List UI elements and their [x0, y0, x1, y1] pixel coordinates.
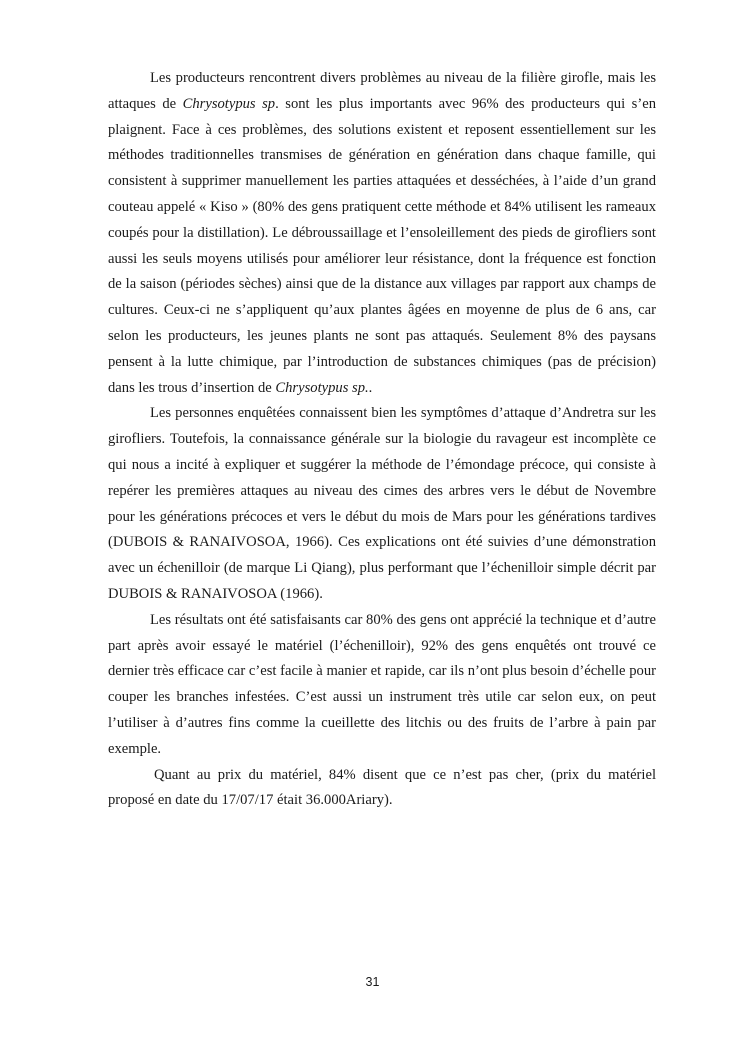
paragraph-1-run-5: . — [368, 379, 373, 396]
paragraph-4 — [108, 763, 656, 815]
paragraph-3 — [108, 608, 656, 763]
paragraph-1-run-4-species-name: Chrysotypus sp. — [275, 379, 369, 396]
paragraph-2 — [108, 401, 656, 607]
paragraph-1-run-1: Les producteurs rencontrent divers problèmes au niveau de la filière girofle, mais les attaques de — [108, 70, 656, 112]
paragraph-1-run-2-species-name: Chrysotypus sp — [182, 95, 276, 112]
body-text — [108, 66, 656, 814]
paragraph-1 — [108, 66, 656, 401]
paragraph-2-run-1: Les personnes enquêtées connaissent bien les symptômes d’attaque d’Andretra sur les girofliers. Toutefois, la connaissance générale sur la biologie du ravageur est incomplète ce qui nous a incité à expliquer et suggérer la méthode de l’émondage précoce, qui consiste à repérer les premières attaques au niveau des cimes des arbres vers le début de Novembre pour les générations précoces et vers le début du mois de Mars pour les générations tardives (DUBOIS & RANAIVOSOA, 1966). Ces explications ont été suivies d’une démonstration avec un échenilloir (de marque Li Qiang), plus performant que l’échenilloir simple décrit par DUBOIS & RANAIVOSOA (1966). — [108, 405, 656, 602]
page-number: 31 — [365, 975, 380, 989]
paragraph-3-run-1: Les résultats ont été satisfaisants car 80% des gens ont apprécié la technique et d’autre part après avoir essayé le matériel (l’échenilloir), 92% des gens enquêtés ont trouvé ce dernier très efficace car c’est facile à manier et rapide, car ils n’ont plus besoin d’échelle pour couper les branches infestées. C’est aussi un instrument très utile car selon eux, on peut l’utiliser à d’autres fins comme la cueillette des litchis ou des fruits de l’arbre à pain par exemple. — [108, 611, 656, 757]
paragraph-4-run-1: Quant au prix du matériel, 84% disent que ce n’est pas cher, (prix du matériel proposé en date du 17/07/17 était 36.000Ariary). — [108, 766, 656, 809]
paragraph-1-run-3: . sont les plus importants avec 96% des producteurs qui s’en plaignent. Face à ces problèmes, des solutions existent et reposent essentiellement sur les méthodes traditionnelles transmises de génération en génération dans chaque famille, qui consistent à supprimer manuellement les parties attaquées et desséchées, à l’aide d’un grand couteau appelé « Kiso » (80% des gens pratiquent cette méthode et 84% utilisent les rameaux coupés pour la distillation). Le débroussaillage et l’ensoleillement des pieds de girofliers sont aussi les seuls moyens utilisés pour améliorer leur résistance, dont la fréquence est fonction de la saison (périodes sèches) ainsi que de la distance aux villages par rapport aux champs de cultures. Ceux-ci ne s’appliquent qu’aux plantes âgées en moyenne de plus de 6 ans, car selon les producteurs, les jeunes plants ne sont pas attaqués. Seulement 8% des paysans pensent à la lutte chimique, par l’introduction de substances chimiques (pas de précision) dans les trous d’insertion de — [108, 95, 656, 396]
